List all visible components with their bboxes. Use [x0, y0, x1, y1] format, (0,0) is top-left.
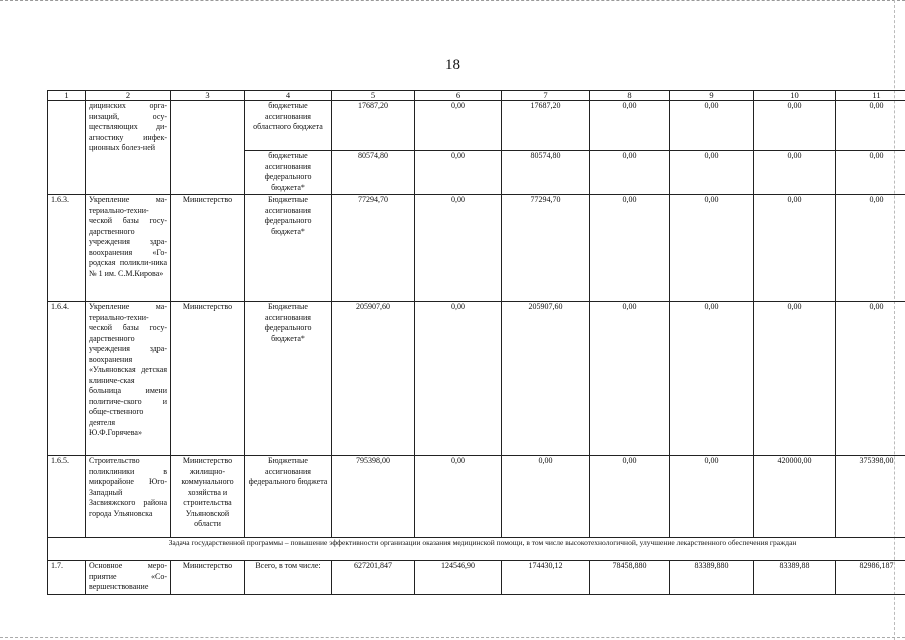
column-header: 11 — [836, 91, 905, 101]
column-number-row — [48, 91, 905, 101]
responsible-org — [171, 101, 245, 195]
value-cell: 80574,80 — [502, 151, 590, 195]
row-number — [48, 101, 86, 195]
value-cell: 83389,88 — [754, 561, 836, 595]
value-cell: 0,00 — [415, 302, 502, 456]
row-number: 1.6.4. — [48, 302, 86, 456]
responsible-org: Министерство — [171, 561, 245, 595]
responsible-org: Министерство — [171, 302, 245, 456]
measure-name: Укрепление ма-териально-техни-ческой базы госу-дарственного учреждения здра-воохранения «Го-родская поликли-ника № 1 им. С.М.Кирова» — [86, 195, 171, 302]
column-header: 1 — [48, 91, 86, 101]
column-header: 10 — [754, 91, 836, 101]
row-number: 1.6.3. — [48, 195, 86, 302]
row-number: 1.7. — [48, 561, 86, 595]
value-cell: 0,00 — [590, 302, 670, 456]
responsible-org: Министерство жилищно-коммунального хозяйства и строительства Ульяновской области — [171, 456, 245, 538]
column-header: 3 — [171, 91, 245, 101]
value-cell: 17687,20 — [332, 101, 415, 151]
value-cell: 0,00 — [754, 195, 836, 302]
scan-edge-top — [0, 0, 905, 2]
table-row — [48, 195, 905, 302]
value-cell: 0,00 — [415, 151, 502, 195]
column-header: 7 — [502, 91, 590, 101]
value-cell: 0,00 — [502, 456, 590, 538]
value-cell: 0,00 — [670, 101, 754, 151]
value-cell: 0,00 — [754, 302, 836, 456]
value-cell: 83389,880 — [670, 561, 754, 595]
budget-table — [47, 90, 905, 595]
column-header: 6 — [415, 91, 502, 101]
value-cell: 205907,60 — [332, 302, 415, 456]
value-cell: 174430,12 — [502, 561, 590, 595]
program-goal-text: Задача государственной программы – повышение эффективности организации оказания медицинской помощи, в том числе высокотехнологичной, улучшение лекарственного обеспечения граждан — [48, 538, 905, 561]
value-cell: 420000,00 — [754, 456, 836, 538]
value-cell: 0,00 — [415, 195, 502, 302]
funding-source: Бюджетные ассигнования федерального бюджета* — [245, 302, 332, 456]
value-cell: 0,00 — [754, 101, 836, 151]
value-cell: 0,00 — [415, 456, 502, 538]
funding-source: Бюджетные ассигнования федерального бюджета — [245, 456, 332, 538]
value-cell: 0,00 — [670, 456, 754, 538]
responsible-org: Министерство — [171, 195, 245, 302]
measure-name: Основное меро-приятие «Со-вершенствование — [86, 561, 171, 595]
measure-name: дицинских орга-низаций, осу-ществляющих ди-агностику инфек-ционных болез-ней — [86, 101, 171, 195]
column-header: 8 — [590, 91, 670, 101]
value-cell: 0,00 — [590, 456, 670, 538]
value-cell: 0,00 — [836, 195, 905, 302]
scan-edge-bottom — [0, 637, 905, 638]
table-row — [48, 561, 905, 595]
value-cell: 0,00 — [836, 151, 905, 195]
value-cell: 0,00 — [670, 195, 754, 302]
value-cell: 0,00 — [590, 195, 670, 302]
value-cell: 627201,847 — [332, 561, 415, 595]
value-cell: 0,00 — [836, 101, 905, 151]
value-cell: 795398,00 — [332, 456, 415, 538]
value-cell: 0,00 — [670, 151, 754, 195]
funding-source: бюджетные ассигнования областного бюджета — [245, 101, 332, 151]
value-cell: 124546,90 — [415, 561, 502, 595]
column-header: 4 — [245, 91, 332, 101]
value-cell: 17687,20 — [502, 101, 590, 151]
page-number: 18 — [445, 57, 460, 73]
value-cell: 0,00 — [590, 101, 670, 151]
goal-row — [48, 538, 905, 561]
value-cell: 77294,70 — [502, 195, 590, 302]
value-cell: 77294,70 — [332, 195, 415, 302]
table-row — [48, 302, 905, 456]
value-cell: 0,00 — [836, 302, 905, 456]
column-header: 9 — [670, 91, 754, 101]
value-cell: 78458,880 — [590, 561, 670, 595]
column-header: 5 — [332, 91, 415, 101]
measure-name: Строительство поликлиники в микрорайоне Юго-Западный Засвияжского района города Ульяновска — [86, 456, 171, 538]
row-number: 1.6.5. — [48, 456, 86, 538]
value-cell: 0,00 — [754, 151, 836, 195]
value-cell: 0,00 — [590, 151, 670, 195]
value-cell: 375398,00 — [836, 456, 905, 538]
value-cell: 205907,60 — [502, 302, 590, 456]
table-row — [48, 101, 905, 151]
measure-name: Укрепление ма-териально-техни-ческой базы госу-дарственного учреждения здра-воохранения «Ульяновская детская клиниче-ская больница имени политиче-ского и обще-ственного деятеля Ю.Ф.Горячева» — [86, 302, 171, 456]
table-row — [48, 456, 905, 538]
column-header: 2 — [86, 91, 171, 101]
funding-source: Бюджетные ассигнования федерального бюджета* — [245, 195, 332, 302]
value-cell: 80574,80 — [332, 151, 415, 195]
funding-source: бюджетные ассигнования федерального бюджета* — [245, 151, 332, 195]
value-cell: 82986,187 — [836, 561, 905, 595]
value-cell: 0,00 — [670, 302, 754, 456]
funding-source: Всего, в том числе: — [245, 561, 332, 595]
value-cell: 0,00 — [415, 101, 502, 151]
